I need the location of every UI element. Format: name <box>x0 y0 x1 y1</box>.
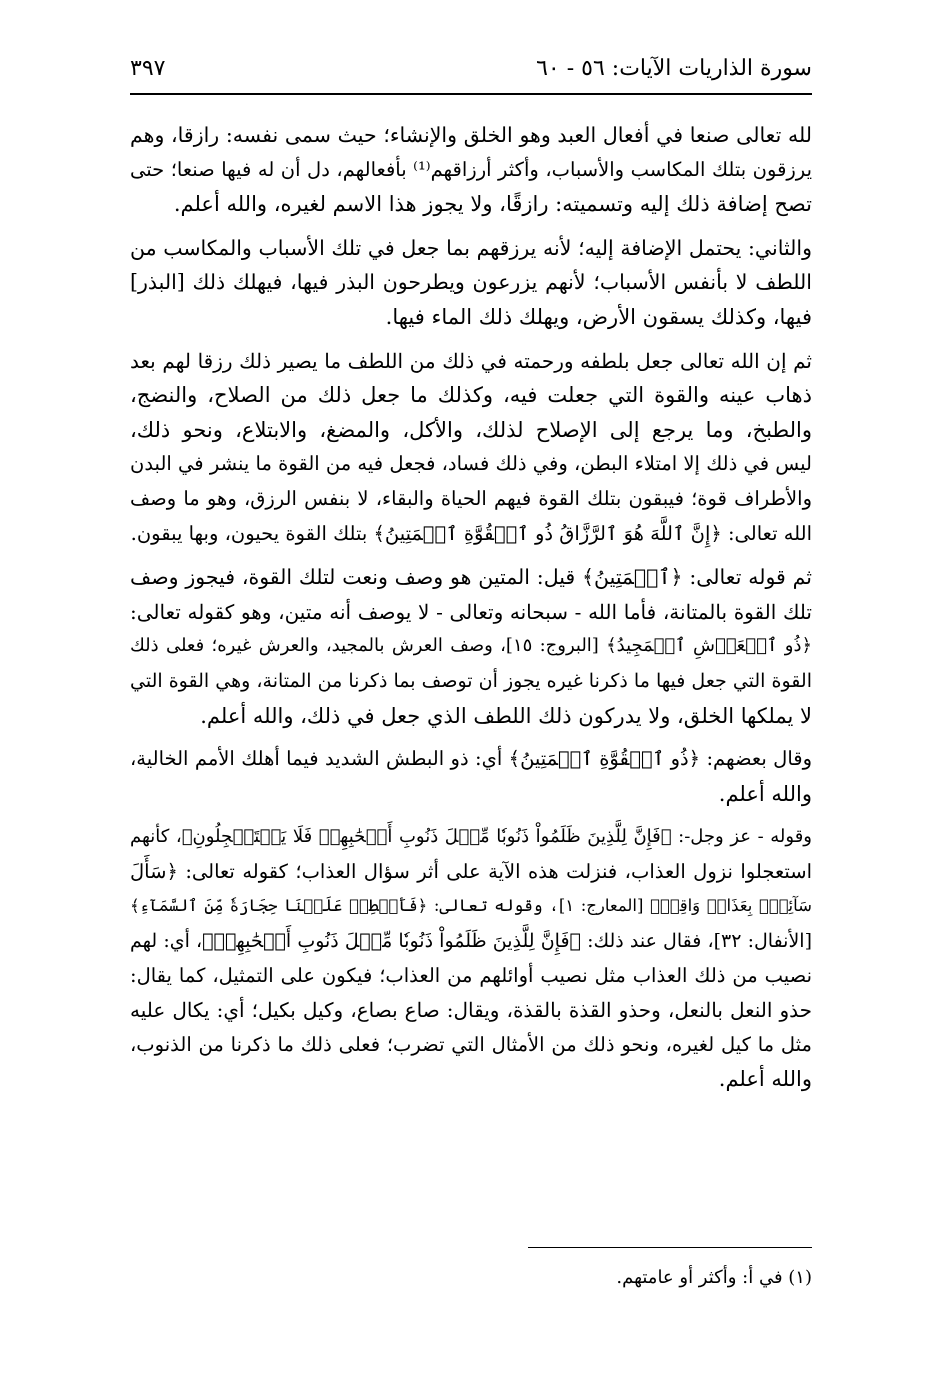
text-line: ذهاب عينه والقوة التي جعلت فيه، وكذلك ما جعل ذلك من الصلاح، والنضج، <box>130 383 812 408</box>
paragraph <box>130 231 812 335</box>
text-line: ﴿ذُو ٱلۡعَرۡشِ ٱلۡمَجِيدُ﴾ [البروج: ١٥]، وصف العرش بالمجيد، والعرش غيره؛ فعلى ذلك <box>130 635 813 657</box>
text-line: مثل ما كيل لغيره، ونحو ذلك من الأمثال التي تضرب؛ فعلى ذلك ما ذكرنا من الذنوب، <box>130 1032 812 1056</box>
header-divider <box>130 93 812 95</box>
footnote: (١) في أ: وأكثر أو عامتهم. <box>616 1267 812 1288</box>
text-line: يرزقون بتلك المكاسب والأسباب، وأكثر أرزاقهم⁽¹⁾ بأفعالهم، دل أن له فيها صنعا؛ حتى <box>130 157 812 181</box>
paragraph <box>130 742 812 811</box>
text-line: والثاني: يحتمل الإضافة إليه؛ لأنه يرزقهم بما جعل في تلك الأسباب والمكاسب من <box>130 235 812 260</box>
text-line: وقال بعضهم: ﴿ذُو ٱلۡقُوَّةِ ٱلۡمَتِينُ﴾ أي: ذو البطش الشديد فيما أهلك الأمم الخالية، <box>130 747 812 771</box>
text-line: سَآئِلُۢ بِعَذَابٖ وَاقِعٖ﴾ [المعارج: ١]، وقوله تعالى: ﴿فَأَمۡطِرۡ عَلَيۡنَا حِجَارَةٗ مِّنَ ٱلسَّمَآءِ﴾ <box>130 896 812 916</box>
text-line: ليس في ذلك إلا امتلاء البطن، وفي ذلك فساد، فجعل فيه من القوة ما ينشر في البدن <box>130 452 812 476</box>
text-line: تصح إضافة ذلك إليه وتسميته: رازقًا، ولا يجوز هذا الاسم لغيره، والله أعلم. <box>173 192 812 217</box>
text-line: وقوله - عز وجل-: ﴿فَإِنَّ لِلَّذِينَ ظَلَمُواْ ذَنُوبٗا مِّثۡلَ ذَنُوبِ أَصۡحَٰبِهِمۡ فَلَا يَسۡتَعۡجِلُونِ﴾، كأنهم <box>130 826 812 848</box>
page-header <box>130 52 812 92</box>
main-text <box>130 118 812 1097</box>
text-line: استعجلوا نزول العذاب، فنزلت هذه الآية على أثر سؤال العذاب؛ كقوله تعالى: ﴿سَأَلَ <box>130 859 812 883</box>
text-line: لا يملكها الخلق، ولا يدركون ذلك اللطف الذي جعل في ذلك، والله أعلم. <box>200 703 812 728</box>
text-line: والله أعلم. <box>718 781 812 806</box>
text-line: نصيب من ذلك العذاب مثل نصيب أوائلهم من العذاب؛ فيكون على التمثيل، كما يقال: <box>130 963 812 987</box>
text-line: والأطراف قوة؛ فيبقون بتلك القوة فيهم الحياة والبقاء، لا بنفس الرزق، وهو ما وصف <box>130 486 812 510</box>
text-line: الله تعالى: ﴿إِنَّ ٱللَّهَ هُوَ ٱلرَّزَّاقُ ذُو ٱلۡقُوَّةِ ٱلۡمَتِينُ﴾ بتلك القوة يحيون، وبها يبقون. <box>130 521 812 545</box>
text-line: ثم إن الله تعالى جعل بلطفه ورحمته في ذلك من اللطف ما يصير ذلك رزقا لهم بعد <box>130 348 812 373</box>
paragraph <box>130 344 812 552</box>
text-line: والله أعلم. <box>718 1067 812 1092</box>
paragraph <box>130 560 812 733</box>
text-line: اللطف لا بأنفس الأسباب؛ لأنهم يزرعون ويطرحون البذر فيها، فيهلك ذلك [البذر] <box>130 270 812 295</box>
text-line: القوة التي جعل فيها ما ذكرنا غيره يجوز أن توصف بما ذكرنا من المتانة، وهي القوة التي <box>130 669 812 692</box>
paragraph <box>130 820 812 1097</box>
text-line: ثم قوله تعالى: ﴿ٱلۡمَتِينُ﴾ قيل: المتين هو وصف ونعت لتلك القوة، فيجوز وصف <box>130 565 812 590</box>
page-number: ٣٩٧ <box>130 56 166 81</box>
text-line: تلك القوة بالمتانة، فأما الله - سبحانه وتعالى - لا يوصف أنه متين، وهو كقوله تعالى: <box>130 599 812 624</box>
text-line: حذو النعل بالنعل، وحذو القذة بالقذة، ويقال: صاع بصاع، وكيل بكيل؛ أي: يكال عليه <box>130 998 812 1023</box>
text-line: والطبخ، وما يرجع إلى الإصلاح لذلك، والأكل، والمضغ، والابتلاع، ونحو ذلك، <box>130 417 812 442</box>
paragraph <box>130 118 812 222</box>
text-line: [الأنفال: ٣٢]، فقال عند ذلك: ﴿فَإِنَّ لِلَّذِينَ ظَلَمُواْ ذَنُوبٗا مِّثۡلَ ذَنُوبِ أَصۡحَٰبِهِمۡ﴾، أي: لهم <box>130 930 812 953</box>
text-line: لله تعالى صنعا في أفعال العبد وهو الخلق والإنشاء؛ حيث سمى نفسه: رازقا، وهم <box>130 123 812 147</box>
running-title: سورة الذاريات الآيات: ٥٦ - ٦٠ <box>536 56 812 81</box>
text-line: فيها، وكذلك يسقون الأرض، ويهلك ذلك الماء فيها. <box>385 304 812 329</box>
footnote-divider <box>528 1247 812 1248</box>
